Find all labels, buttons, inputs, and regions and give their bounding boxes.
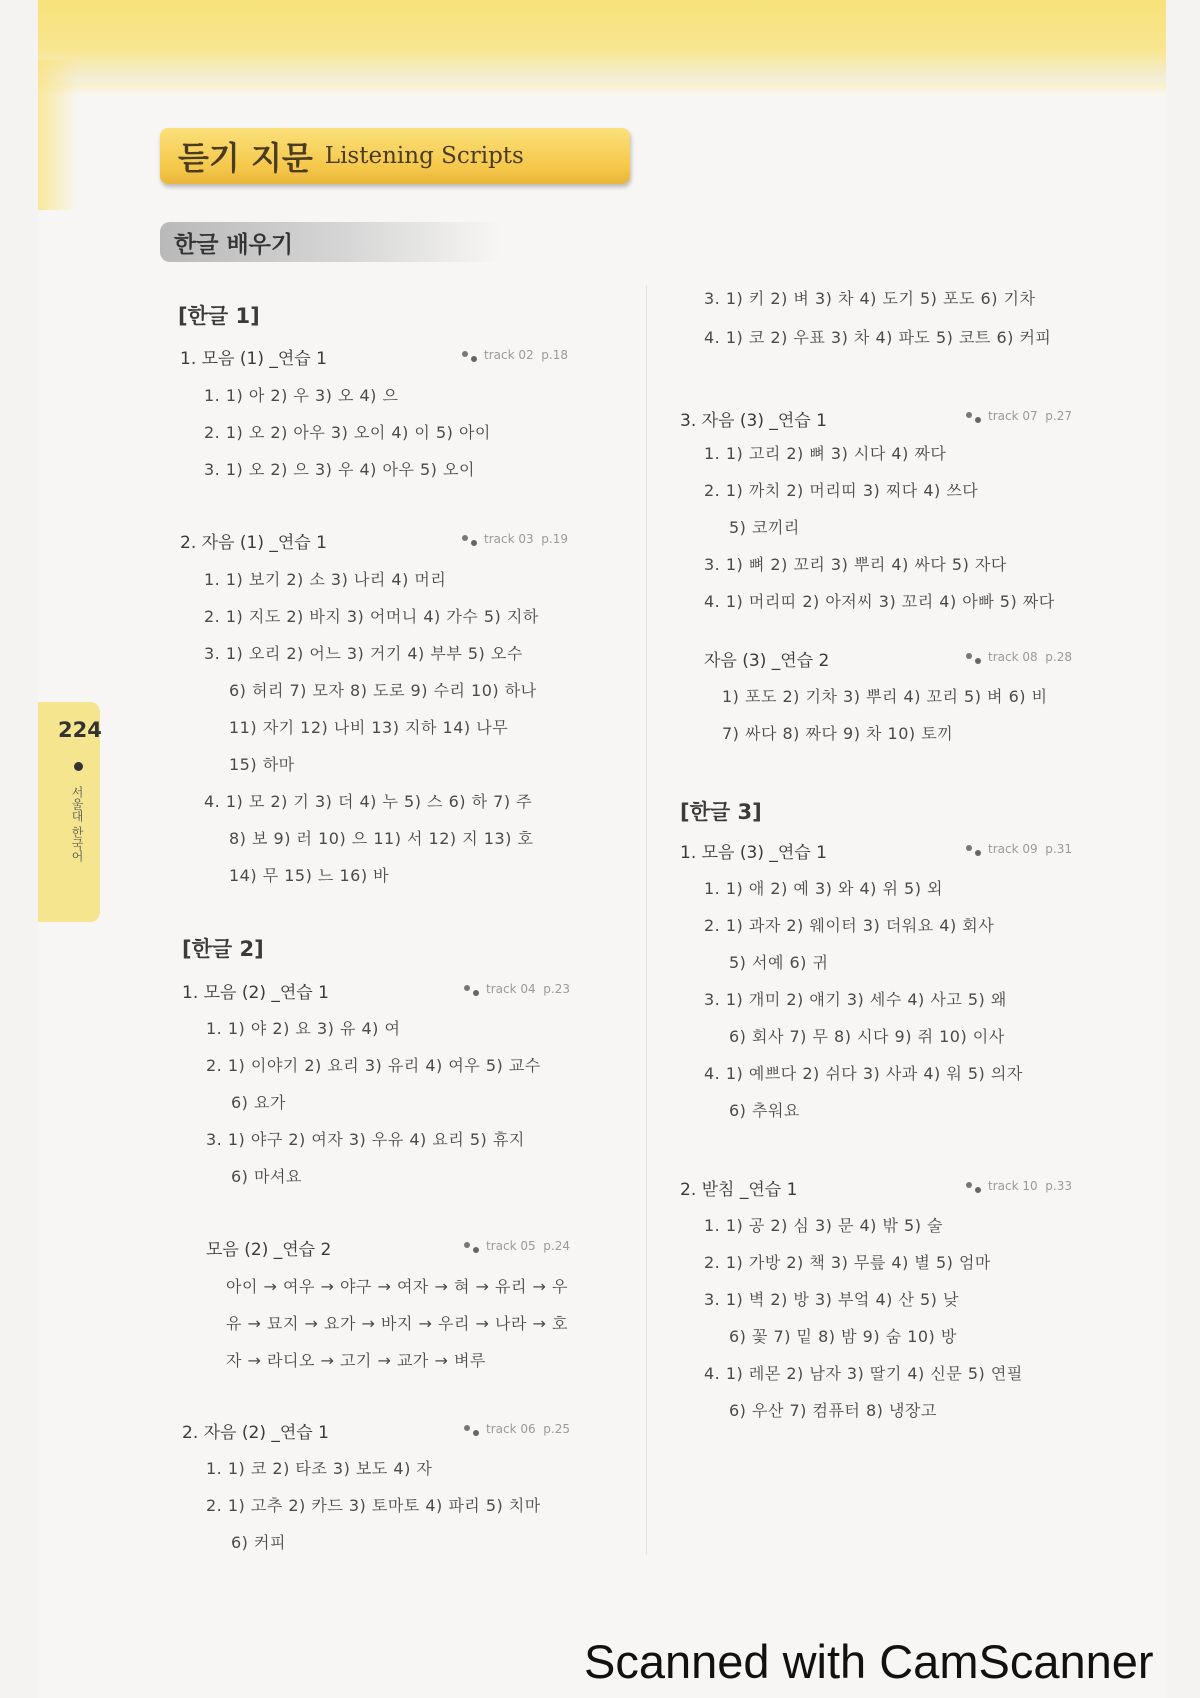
exercise-label: 2. 받침 _연습 1 (680, 1180, 798, 1200)
list-item: 3. 1) 개미 2) 얘기 3) 세수 4) 사고 5) 왜 (704, 990, 1007, 1009)
exercise-label: 2. 자음 (2) _연습 1 (182, 1423, 329, 1443)
audio-icon (966, 1182, 982, 1192)
title-banner (160, 128, 630, 184)
column-divider (646, 285, 647, 1555)
list-item: 6) 허리 7) 모자 8) 도로 9) 수리 10) 하나 (229, 681, 537, 700)
list-item: 6) 회사 7) 무 8) 시다 9) 쥐 10) 이사 (729, 1027, 1005, 1046)
list-item: 4. 1) 예쁘다 2) 쉬다 3) 사과 4) 워 5) 의자 (704, 1064, 1023, 1083)
audio-icon (464, 985, 480, 995)
scanner-watermark: Scanned with CamScanner (584, 1635, 1154, 1688)
list-item: 2. 1) 가방 2) 책 3) 무릎 4) 별 5) 엄마 (704, 1253, 991, 1272)
list-item: 2. 1) 지도 2) 바지 3) 어머니 4) 가수 5) 지하 (204, 607, 539, 626)
track-info (966, 1179, 1072, 1193)
list-item: 1) 포도 2) 기차 3) 뿌리 4) 꼬리 5) 벼 6) 비 (722, 687, 1048, 706)
exercise-label: 1. 모음 (2) _연습 1 (182, 983, 329, 1003)
page-title: 듣기 지문 (178, 139, 313, 177)
list-item: 4. 1) 머리띠 2) 아저씨 3) 꼬리 4) 아빠 5) 짜다 (704, 592, 1055, 611)
unit-heading: [한글 2] (182, 937, 264, 961)
list-item: 3. 1) 벽 2) 방 3) 부엌 4) 산 5) 낮 (704, 1290, 959, 1309)
list-item: 6) 요가 (231, 1093, 286, 1112)
track-number: track 03 (484, 532, 534, 546)
list-item: 3. 1) 오리 2) 어느 3) 거기 4) 부부 5) 오수 (204, 644, 523, 663)
list-item: 4. 1) 레몬 2) 남자 3) 딸기 4) 신문 5) 연필 (704, 1364, 1023, 1383)
list-item: 4. 1) 모 2) 기 3) 더 4) 누 5) 스 6) 하 7) 주 (204, 792, 533, 811)
list-item: 아이 → 여우 → 야구 → 여자 → 혀 → 유리 → 우 (226, 1277, 568, 1296)
list-item: 3. 1) 야구 2) 여자 3) 우유 4) 요리 5) 휴지 (206, 1130, 525, 1149)
list-item: 14) 무 15) 느 16) 바 (229, 866, 390, 885)
list-item: 2. 1) 고추 2) 카드 3) 토마토 4) 파리 5) 치마 (206, 1496, 541, 1515)
list-item: 2. 1) 까치 2) 머리띠 3) 찌다 4) 쓰다 (704, 481, 979, 500)
track-info (464, 982, 570, 996)
exercise-label: 모음 (2) _연습 2 (206, 1240, 332, 1260)
list-item: 5) 서예 6) 귀 (729, 953, 829, 972)
track-info (462, 532, 568, 546)
list-item: 1. 1) 코 2) 타조 3) 보도 4) 자 (206, 1459, 433, 1478)
page-ref: p.31 (1045, 842, 1072, 856)
exercise-label: 1. 모음 (3) _연습 1 (680, 843, 827, 863)
page-ref: p.24 (543, 1239, 570, 1253)
list-item: 8) 보 9) 러 10) 으 11) 서 12) 지 13) 호 (229, 829, 534, 848)
list-item: 1. 1) 공 2) 심 3) 문 4) 밖 5) 술 (704, 1216, 944, 1235)
track-info (966, 650, 1072, 664)
list-item: 6) 우산 7) 컴퓨터 8) 냉장고 (729, 1401, 937, 1420)
track-info (464, 1422, 570, 1436)
unit-heading: [한글 3] (680, 800, 762, 824)
track-number: track 08 (988, 650, 1038, 664)
unit-heading: [한글 1] (178, 304, 260, 328)
list-item: 1. 1) 애 2) 예 3) 와 4) 위 5) 외 (704, 879, 944, 898)
list-item: 6) 꽃 7) 밑 8) 밤 9) 숨 10) 방 (729, 1327, 957, 1346)
list-item: 유 → 묘지 → 요가 → 바지 → 우리 → 나라 → 호 (226, 1314, 568, 1333)
page-ref: p.19 (541, 532, 568, 546)
page-number: 224 (58, 718, 102, 742)
section-title: 한글 배우기 (174, 231, 294, 258)
track-number: track 07 (988, 409, 1038, 423)
book-label: 서울대 한국어 (70, 786, 84, 862)
audio-icon (462, 535, 478, 545)
track-number: track 09 (988, 842, 1038, 856)
track-info (966, 409, 1072, 423)
page-ref: p.27 (1045, 409, 1072, 423)
list-item: 1. 1) 아 2) 우 3) 오 4) 으 (204, 386, 399, 405)
list-item: 4. 1) 코 2) 우표 3) 차 4) 파도 5) 코트 6) 커피 (704, 328, 1052, 347)
page-ref: p.28 (1045, 650, 1072, 664)
track-number: track 06 (486, 1422, 536, 1436)
list-item: 1. 1) 보기 2) 소 3) 나리 4) 머리 (204, 570, 447, 589)
exercise-label: 3. 자음 (3) _연습 1 (680, 411, 827, 431)
header-band (38, 0, 1166, 82)
list-item: 3. 1) 뼈 2) 꼬리 3) 뿌리 4) 싸다 5) 자다 (704, 555, 1007, 574)
list-item: 2. 1) 오 2) 아우 3) 오이 4) 이 5) 아이 (204, 423, 491, 442)
exercise-label: 자음 (3) _연습 2 (704, 651, 830, 671)
exercise-label: 1. 모음 (1) _연습 1 (180, 349, 327, 369)
list-item: 3. 1) 키 2) 벼 3) 차 4) 도기 5) 포도 6) 기차 (704, 289, 1036, 308)
audio-icon (464, 1242, 480, 1252)
list-item: 3. 1) 오 2) 으 3) 우 4) 아우 5) 오이 (204, 460, 475, 479)
audio-icon (462, 351, 478, 361)
dot-icon (74, 762, 83, 771)
page-ref: p.33 (1045, 1179, 1072, 1193)
list-item: 7) 싸다 8) 짜다 9) 차 10) 토끼 (722, 724, 954, 743)
list-item: 11) 자기 12) 나비 13) 지하 14) 나무 (229, 718, 509, 737)
list-item: 5) 코끼리 (729, 518, 800, 537)
audio-icon (966, 653, 982, 663)
page-ref: p.23 (543, 982, 570, 996)
list-item: 자 → 라디오 → 고기 → 교가 → 벼루 (226, 1351, 486, 1370)
page-subtitle: Listening Scripts (324, 143, 524, 169)
audio-icon (966, 412, 982, 422)
audio-icon (966, 845, 982, 855)
section-heading (160, 222, 500, 262)
list-item: 6) 커피 (231, 1533, 286, 1552)
exercise-label: 2. 자음 (1) _연습 1 (180, 533, 327, 553)
track-info (462, 348, 568, 362)
track-info (966, 842, 1072, 856)
track-number: track 02 (484, 348, 534, 362)
list-item: 1. 1) 고리 2) 뼈 3) 시다 4) 짜다 (704, 444, 947, 463)
list-item: 1. 1) 야 2) 요 3) 유 4) 여 (206, 1019, 401, 1038)
track-number: track 10 (988, 1179, 1038, 1193)
decoration (38, 60, 78, 210)
track-number: track 05 (486, 1239, 536, 1253)
track-info (464, 1239, 570, 1253)
list-item: 15) 하마 (229, 755, 295, 774)
page-ref: p.25 (543, 1422, 570, 1436)
list-item: 2. 1) 이야기 2) 요리 3) 유리 4) 여우 5) 교수 (206, 1056, 541, 1075)
list-item: 6) 마셔요 (231, 1167, 302, 1186)
list-item: 6) 추워요 (729, 1101, 800, 1120)
track-number: track 04 (486, 982, 536, 996)
page-ref: p.18 (541, 348, 568, 362)
audio-icon (464, 1425, 480, 1435)
list-item: 2. 1) 과자 2) 웨이터 3) 더워요 4) 회사 (704, 916, 995, 935)
